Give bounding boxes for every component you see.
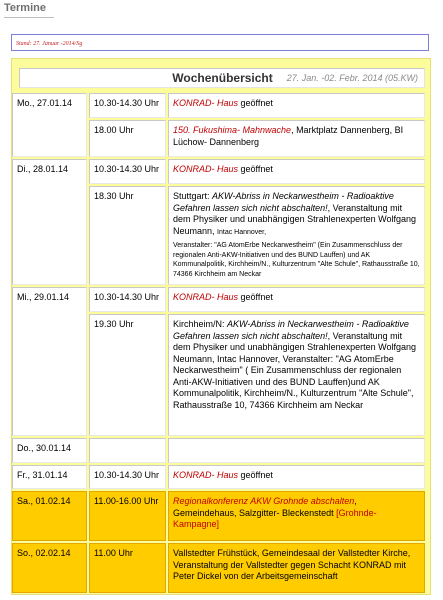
time-cell-empty — [89, 438, 166, 463]
event-cell — [168, 287, 425, 312]
event-text: geöffnet — [238, 292, 273, 302]
event-title-link[interactable]: KONRAD- Haus — [173, 292, 239, 302]
time-cell: 18.30 Uhr — [89, 186, 166, 285]
day-cell-wednesday: Mi., 29.01.14 — [12, 287, 87, 436]
time-cell: 10.30-14.30 Uhr — [89, 465, 166, 489]
status-note-text: Stand: 27. Januar -2014/Sg — [16, 41, 83, 47]
week-range: 27. Jan. -02. Febr. 2014 (05.KW) — [286, 73, 418, 83]
event-title: AKW-Abriss in Neckarwestheim - Radioaktive Gefahren lassen sich nicht abschalten! — [173, 191, 394, 213]
event-title-link[interactable]: KONRAD- Haus — [173, 164, 239, 174]
event-text: , Gemeindehaus, Salzgitter- Bleckenstedt — [173, 496, 357, 518]
event-title: AKW-Abriss in Neckarwestheim - Radioaktive Gefahren lassen sich nicht abschalten! — [173, 319, 409, 341]
campaign-link[interactable]: [Grohnde-Kampagne] — [173, 507, 377, 529]
time-cell: 10.30-14.30 Uhr — [89, 93, 166, 118]
day-cell-sunday: So., 02.02.14 — [12, 543, 87, 593]
event-location: Stuttgart: — [173, 191, 213, 201]
status-note-box — [11, 34, 429, 51]
time-cell: 10.30-14.30 Uhr — [89, 159, 166, 184]
event-text: geöffnet — [238, 470, 273, 480]
event-title-link[interactable]: KONRAD- Haus — [173, 470, 239, 480]
event-title-link[interactable]: KONRAD- Haus — [173, 98, 239, 108]
heading-underline — [4, 17, 54, 18]
event-title-link[interactable]: Regionalkonferenz AKW Grohnde abschalten — [173, 496, 355, 506]
event-cell: Vallstedter Frühstück, Gemeindesaal der Vallstedter Kirche, Veranstaltung der Vallstedter gegen Schacht KONRAD mit Peter Dickel von der Arbeitsgemeinschaft — [168, 543, 425, 593]
week-title: Wochenübersicht — [172, 71, 273, 85]
time-cell: 11.00-16.00 Uhr — [89, 491, 166, 541]
event-text: geöffnet — [238, 164, 273, 174]
event-location: Kirchheim/N: — [173, 319, 228, 329]
event-text: , Veranstaltung mit dem Physiker und unabhängigen Strahlenexperten Wolfgang Neumann, — [173, 202, 416, 236]
time-cell: 10.30-14.30 Uhr — [89, 287, 166, 312]
time-cell: 19.30 Uhr — [89, 314, 166, 436]
weekly-schedule-table — [11, 58, 431, 595]
event-cell — [168, 93, 425, 118]
event-cell — [168, 159, 425, 184]
week-header — [19, 68, 425, 88]
event-text: geöffnet — [238, 98, 273, 108]
day-cell-monday: Mo., 27.01.14 — [12, 93, 87, 157]
event-cell — [168, 186, 425, 285]
event-org: Intac Hannover, — [217, 228, 267, 236]
event-cell — [168, 465, 425, 489]
event-cell — [168, 120, 425, 157]
event-cell — [168, 314, 425, 436]
event-text: , Marktplatz Dannenberg, BI Lüchow- Dannenberg — [173, 125, 404, 147]
event-details: Veranstalter: "AG AtomErbe Neckarwestheim" (Ein Zusammenschluss der regionalen Anti-AKW-Initiativen und des BUND Lauffen) und AK Kommunalpolitik, Kirchheim/N., Kulturzentrum "Alte Schule", Rathausstraße 10, 74366 Kirchheim am Neckar — [173, 242, 420, 278]
time-cell: 18.00 Uhr — [89, 120, 166, 157]
page-heading: Termine — [4, 2, 46, 14]
day-cell-thursday: Do., 30.01.14 — [12, 438, 87, 463]
event-cell — [168, 491, 425, 541]
day-cell-tuesday: Di., 28.01.14 — [12, 159, 87, 285]
event-text: , Veranstaltung mit dem Physiker und unabhängigen Strahlenexperten Wolfgang Neumann, Intac Hannover, Veranstalter: "AG AtomErbe Neckarwestheim" ( Ein Zusammenschluss der regionalen Anti-AKW-Initiativen und des BUND Lauffen)und AK Kommunalpolitik, Kirchheim/N., Kulturzentrum "Alte Schule", Rathausstraße 10, 74366 Kirchheim am Neckar — [173, 330, 416, 410]
day-cell-saturday: Sa., 01.02.14 — [12, 491, 87, 541]
event-cell-empty — [168, 438, 425, 463]
time-cell: 11.00 Uhr — [89, 543, 166, 593]
event-title-link[interactable]: 150. Fukushima- Mahnwache — [173, 125, 292, 135]
day-cell-friday: Fr., 31.01.14 — [12, 465, 87, 489]
